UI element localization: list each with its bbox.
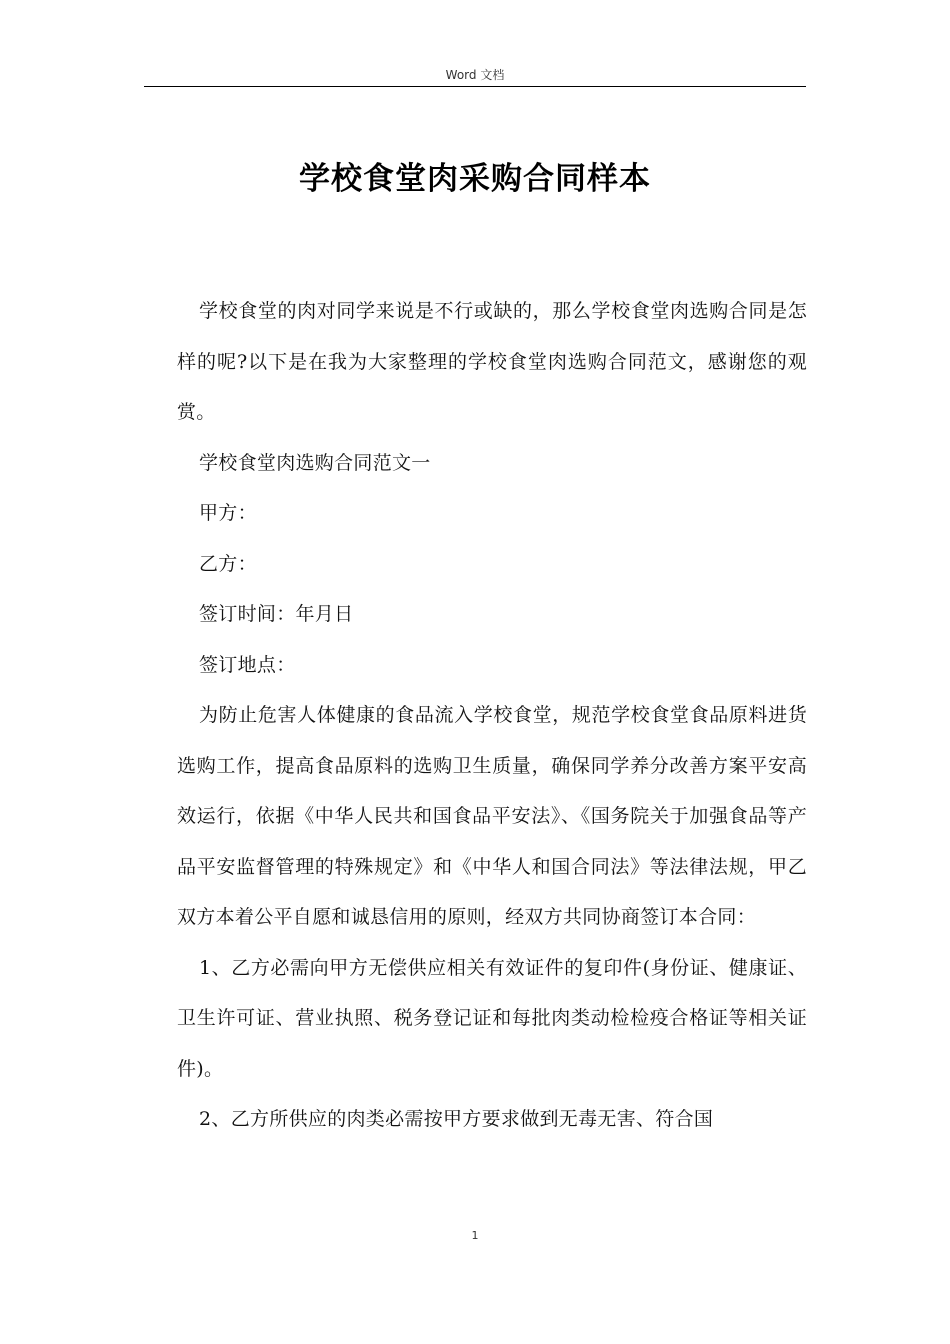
paragraph-party-a: 甲方： [199,502,257,524]
paragraph-sign-date: 签订时间：年月日 [199,603,354,625]
paragraph-preamble: 为防止危害人体健康的食品流入学校食堂，规范学校食堂食品原料进货选购工作，提高食品原料的选购卫生质量，确保同学养分改善方案平安高效运行，依据《中华人民共和国食品平安法》、《国务院关于加强食品等产品平安监督管理的特殊规定》和《中华人和国合同法》等法律法规，甲乙双方本着公平自愿和诚恳信用的原则，经双方共同协商签订本合同： [177,704,807,928]
paragraph-section-heading: 学校食堂肉选购合同范文一 [199,451,431,474]
header-divider [144,86,806,87]
document-body [177,286,807,1145]
paragraph-party-b: 乙方： [199,552,257,575]
document-title: 学校食堂肉采购合同样本 [299,161,651,197]
page-number: 1 [471,1229,479,1242]
paragraph-intro: 学校食堂的肉对同学来说是不行或缺的，那么学校食堂肉选购合同是怎样的呢?以下是在我为大家整理的学校食堂肉选购合同范文，感谢您的观赏。 [177,300,807,423]
paragraph-clause-1: 1、乙方必需向甲方无偿供应相关有效证件的复印件(身份证、健康证、卫生许可证、营业执照、税务登记证和每批肉类动检检疫合格证等相关证件)。 [177,956,807,1080]
page-header: Word 文档 [445,68,505,82]
paragraph-sign-place: 签订地点： [199,653,296,676]
paragraph-clause-2: 2、乙方所供应的肉类必需按甲方要求做到无毒无害、符合国 [199,1108,714,1130]
